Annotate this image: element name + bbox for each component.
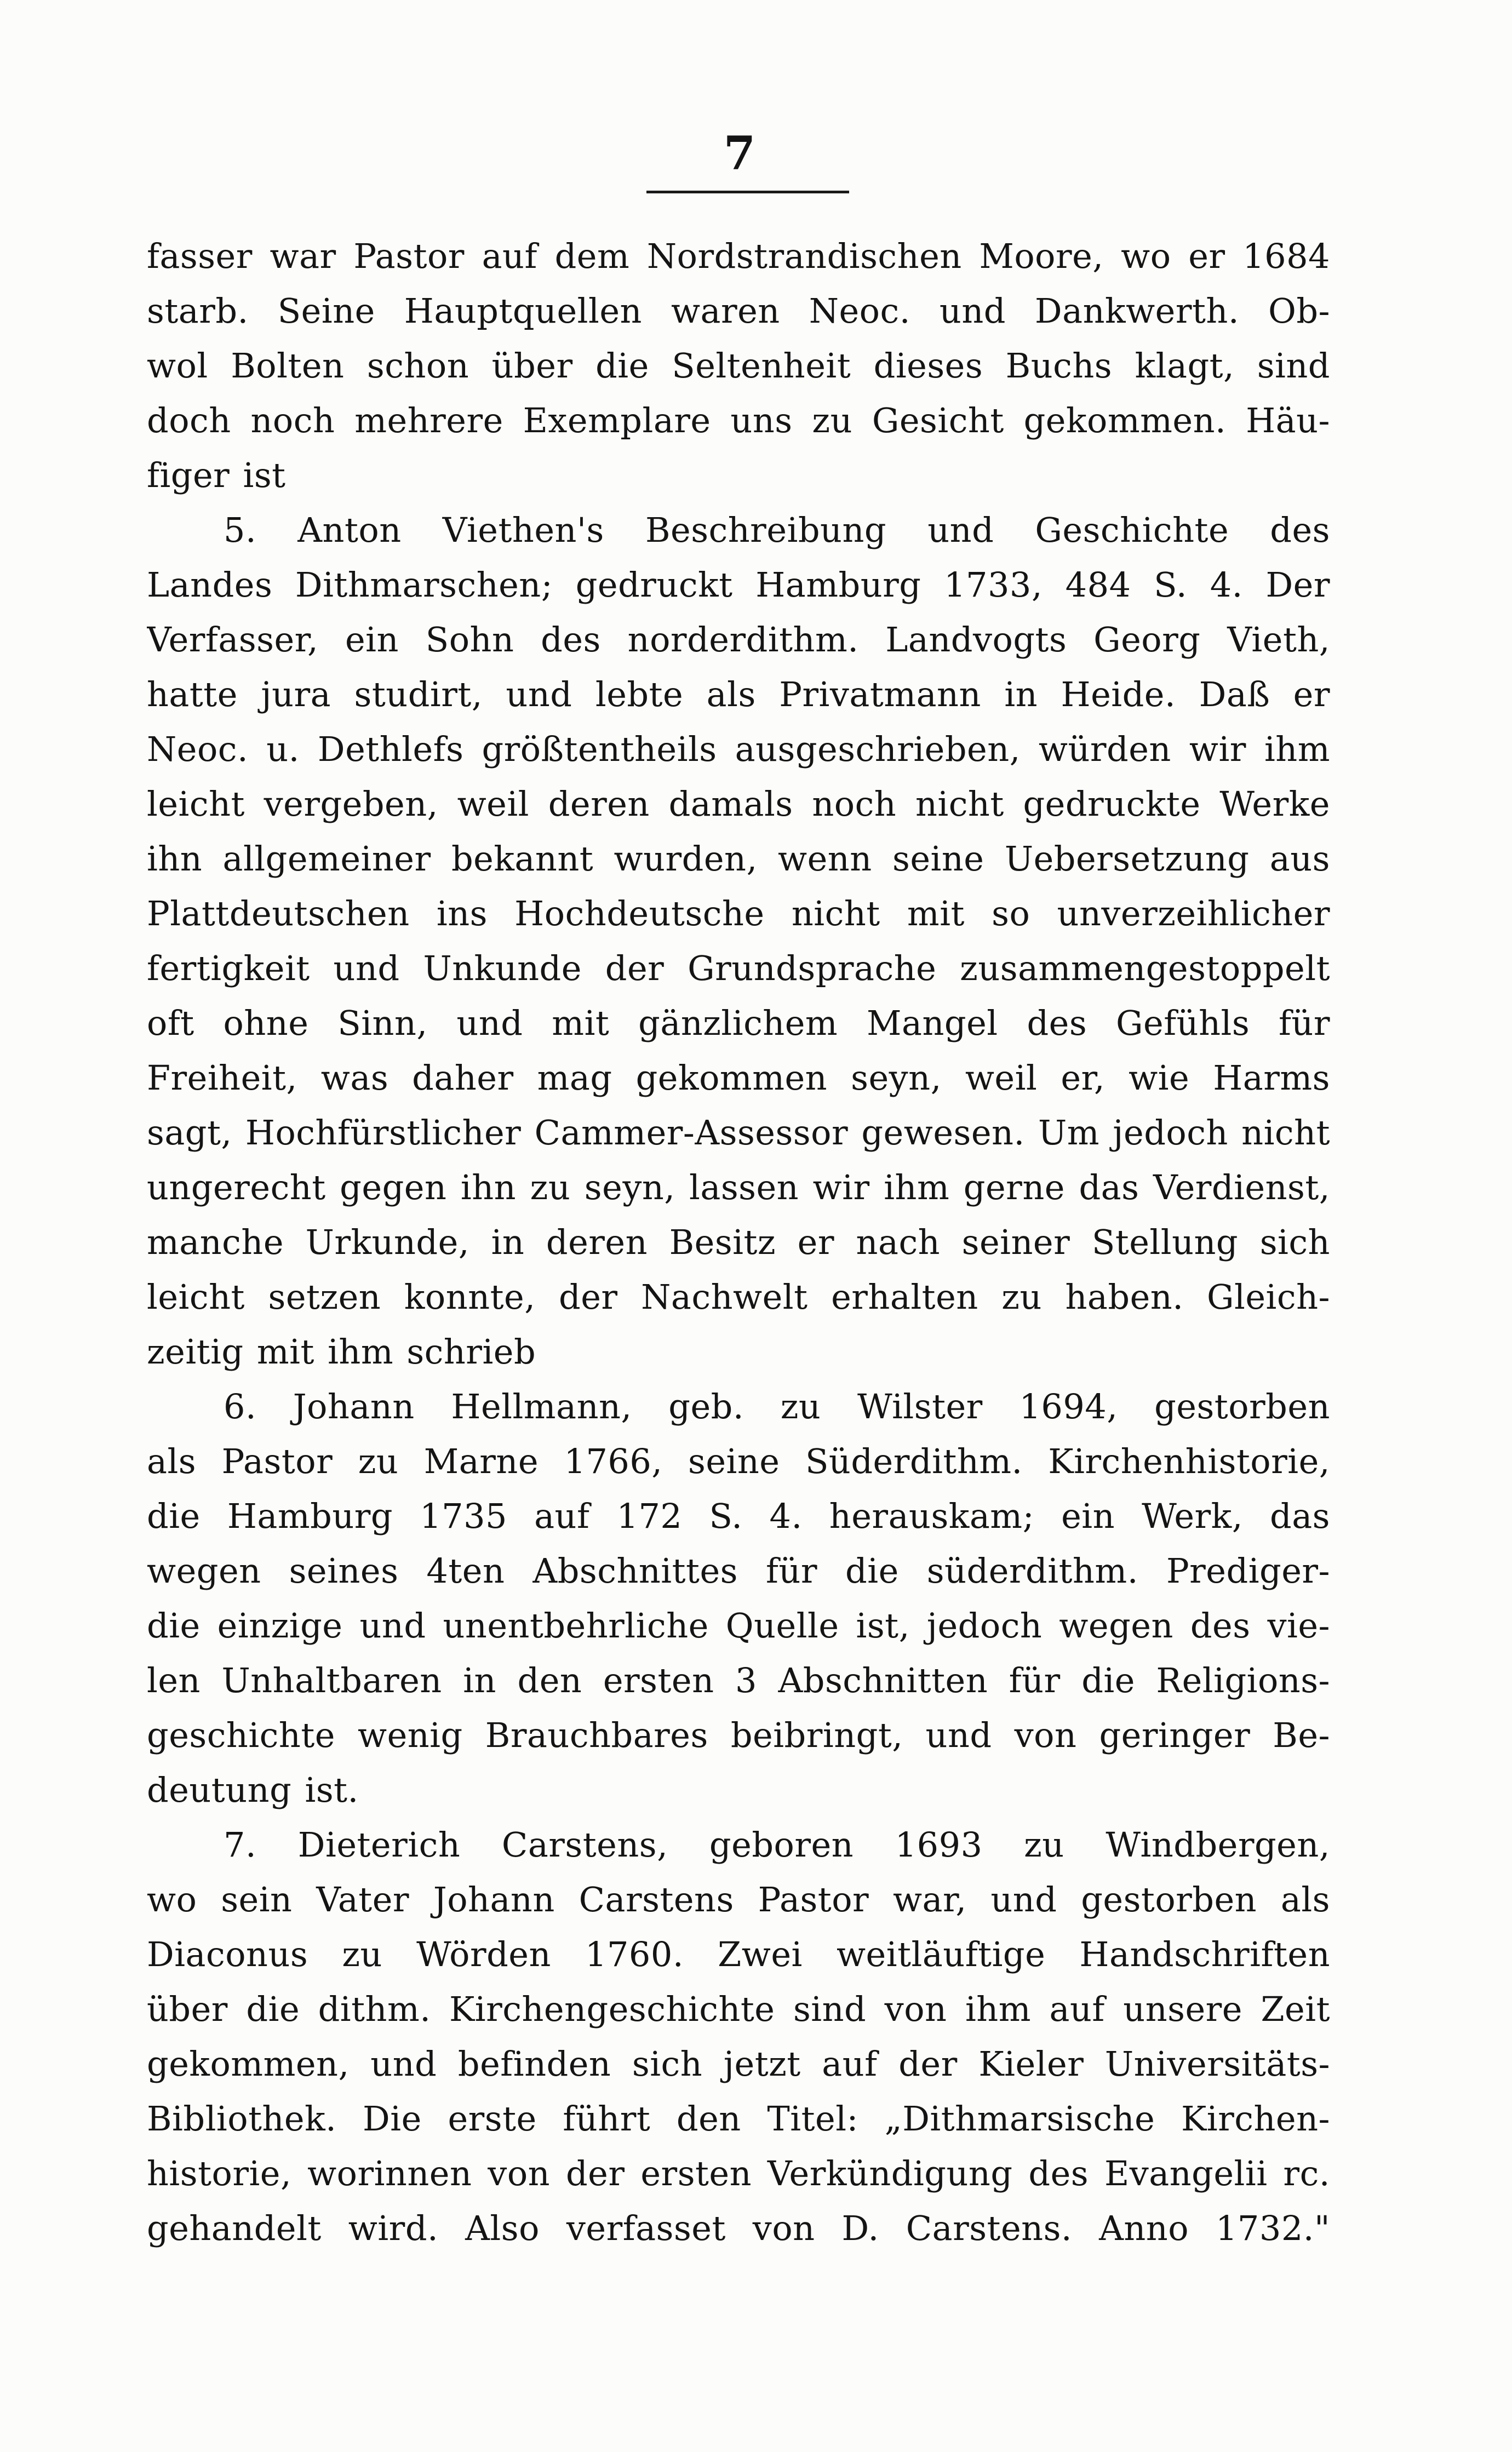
text-line: gekommen, und befinden sich jetzt auf der Kieler Universitäts-: [147, 2044, 1330, 2084]
text-line: Verfasser, ein Sohn des norderdithm. Landvogts Georg Vieth,: [147, 620, 1330, 660]
text-line: historie, worinnen von der ersten Verkündigung des Evangelii rc.: [147, 2153, 1330, 2193]
text-line: leicht setzen konnte, der Nachwelt erhalten zu haben. Gleich-: [147, 1277, 1330, 1317]
text-line: die einzige und unentbehrliche Quelle ist, jedoch wegen des vie-: [147, 1606, 1330, 1646]
text-line: Landes Dithmarschen; gedruckt Hamburg 1733, 484 S. 4. Der: [147, 565, 1330, 605]
body-text: [147, 229, 1330, 2256]
text-line: über die dithm. Kirchengeschichte sind von ihm auf unsere Zeit: [147, 1989, 1330, 2029]
text-line: leicht vergeben, weil deren damals noch nicht gedruckte Werke: [147, 784, 1330, 824]
text-line: fertigkeit und Unkunde der Grundsprache zusammengestoppelt: [147, 948, 1330, 988]
text-line: starb. Seine Hauptquellen waren Neoc. und Dankwerth. Ob-: [147, 291, 1330, 331]
text-line: fasser war Pastor auf dem Nordstrandischen Moore, wo er 1684: [147, 236, 1330, 276]
text-line: Diaconus zu Wörden 1760. Zwei weitläuftige Handschriften: [147, 1934, 1330, 1974]
text-line: wo sein Vater Johann Carstens Pastor war, und gestorben als: [147, 1880, 1330, 1920]
text-line: geschichte wenig Brauchbares beibringt, und von geringer Be-: [147, 1715, 1330, 1755]
text-line: hatte jura studirt, und lebte als Privatmann in Heide. Daß er: [147, 674, 1330, 714]
text-line: als Pastor zu Marne 1766, seine Süderdithm. Kirchenhistorie,: [147, 1441, 1330, 1481]
text-line: gehandelt wird. Also verfasset von D. Carstens. Anno 1732.": [147, 2208, 1330, 2248]
text-line: figer ist: [147, 455, 286, 495]
text-line: zeitig mit ihm schrieb: [147, 1332, 536, 1372]
text-line: Freiheit, was daher mag gekommen seyn, weil er, wie Harms: [147, 1058, 1330, 1098]
paragraph-7-start: 7. Dieterich Carstens, geboren 1693 zu Windbergen,: [224, 1825, 1330, 1865]
text-line: oft ohne Sinn, und mit gänzlichem Mangel des Gefühls für: [147, 1003, 1330, 1043]
text-line: manche Urkunde, in deren Besitz er nach seiner Stellung sich: [147, 1222, 1330, 1262]
text-line: die Hamburg 1735 auf 172 S. 4. herauskam; ein Werk, das: [147, 1496, 1330, 1536]
paragraph-6-start: 6. Johann Hellmann, geb. zu Wilster 1694, gestorben: [224, 1387, 1330, 1426]
page-number: 7: [723, 126, 756, 180]
text-line: ihn allgemeiner bekannt wurden, wenn seine Uebersetzung aus: [147, 839, 1330, 879]
text-line: ungerecht gegen ihn zu seyn, lassen wir ihm gerne das Verdienst,: [147, 1167, 1330, 1207]
text-line: wegen seines 4ten Abschnittes für die süderdithm. Prediger-: [147, 1551, 1330, 1591]
paragraph-5-start: 5. Anton Viethen's Beschreibung und Geschichte des: [224, 510, 1330, 550]
text-line: Plattdeutschen ins Hochdeutsche nicht mit so unverzeihlicher: [147, 893, 1330, 933]
text-line: doch noch mehrere Exemplare uns zu Gesicht gekommen. Häu-: [147, 400, 1330, 440]
header-rule: [646, 191, 849, 193]
text-line: len Unhaltbaren in den ersten 3 Abschnitten für die Religions-: [147, 1660, 1330, 1700]
text-line: Bibliothek. Die erste führt den Titel: „Dithmarsische Kirchen-: [147, 2099, 1330, 2139]
text-line: Neoc. u. Dethlefs größtentheils ausgeschrieben, würden wir ihm: [147, 729, 1330, 769]
text-line: wol Bolten schon über die Seltenheit dieses Buchs klagt, sind: [147, 346, 1330, 386]
text-line: sagt, Hochfürstlicher Cammer-Assessor gewesen. Um jedoch nicht: [147, 1113, 1330, 1153]
text-line: deutung ist.: [147, 1770, 359, 1810]
